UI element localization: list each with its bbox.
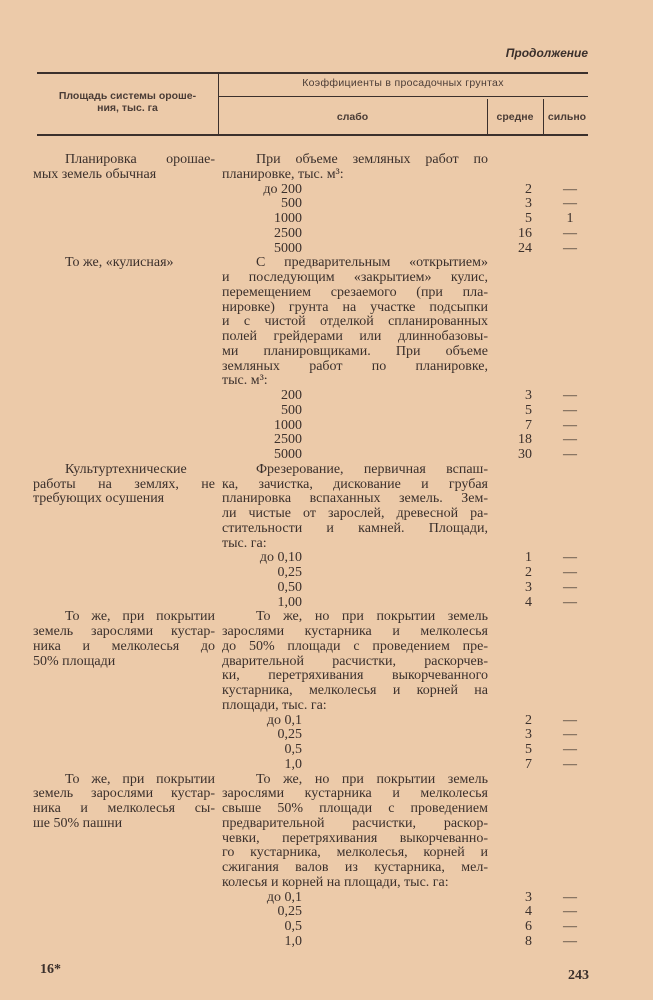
work-description: земляных работ по планировке, [222,358,488,374]
medium-coefficient: 2 [525,565,532,580]
volume-value: 0,5 [284,742,302,757]
table-row [0,183,653,198]
work-type-label: работы на землях, не [33,476,215,492]
volume-value: 1,0 [284,933,302,949]
medium-coefficient: 24 [518,240,532,256]
table-row [0,566,653,581]
work-description: ки, перетряхивания выкорчеванного [222,668,488,684]
strong-coefficient: — [563,919,577,934]
work-description: То же, но при покрытии земель [256,771,488,787]
volume-value: до 0,10 [259,550,302,566]
strong-coefficient: — [563,579,577,595]
work-description: колесья и корней на площади, тыс. га: [222,874,449,890]
table-body [0,153,653,950]
work-description: То же, но при покрытии земель [256,609,488,625]
medium-coefficient: 5 [525,402,532,418]
description-line-row [0,846,653,861]
volume-value: 5000 [274,240,302,256]
work-description: го кустарника, мелколесья, корней и [222,845,488,861]
volume-value: 1,0 [284,756,302,772]
description-line-row [0,153,653,168]
medium-coefficient: 3 [525,388,532,403]
strong-coefficient: — [563,889,577,905]
description-line-row [0,360,653,375]
strong-coefficient: — [563,402,577,418]
work-description: ли чистые от зарослей, древесной ра- [222,506,488,521]
volume-value: 1000 [274,211,302,226]
medium-coefficient: 6 [525,919,532,934]
strong-coefficient: — [563,742,577,757]
table-row [0,905,653,920]
strong-coefficient: — [563,756,577,772]
description-line-row [0,876,653,891]
strong-coefficient: — [563,432,577,448]
work-description: нировке) грунта на участке подсыпки [222,299,488,315]
table-row [0,743,653,758]
work-description: чевки, перетряхивания выкорчеванно- [222,830,488,846]
description-line-row [0,669,653,684]
volume-value: 1000 [274,417,302,433]
work-type-label: ника и мелколесья сы- [33,801,215,816]
medium-coefficient: 1 [525,550,532,566]
continuation-label: Продолжение [505,46,588,60]
work-type-label: ше 50% пашни [33,815,123,831]
strong-coefficient: — [563,181,577,197]
work-type-label: Культуртехнические [65,461,187,477]
description-line-row [0,330,653,345]
header-area-line: Площадь системы ороше- [58,90,197,102]
work-description: При объеме земляных работ по [256,152,488,167]
description-line-row [0,492,653,507]
header-strong: сильно [547,111,587,123]
work-description: ми планировщиками. При объеме [222,343,488,359]
medium-coefficient: 16 [518,225,532,241]
description-line-row [0,315,653,330]
description-line-row [0,640,653,655]
description-line-row [0,374,653,389]
description-line-row [0,256,653,271]
volume-value: 0,25 [277,565,302,580]
header-area-line: ния, тыс. га [97,102,158,114]
description-line-row [0,655,653,670]
medium-coefficient: 2 [525,181,532,197]
table-row [0,197,653,212]
strong-coefficient: — [563,240,577,256]
volume-value: 0,25 [277,727,302,743]
table-row [0,389,653,404]
description-line-row [0,625,653,640]
description-line-row [0,286,653,301]
description-line-row [0,610,653,625]
table-row [0,581,653,596]
work-description: и с чистой отделкой спланированных [222,314,488,330]
strong-coefficient: — [563,712,577,728]
strong-coefficient: — [563,225,577,241]
description-line-row [0,861,653,876]
signature-mark: 16* [40,962,61,977]
table-row [0,404,653,419]
table-row [0,758,653,773]
table-row [0,920,653,935]
volume-value: до 200 [263,181,302,197]
medium-coefficient: 5 [525,742,532,757]
volume-value: 2500 [274,432,302,448]
medium-coefficient: 3 [525,579,532,595]
header-medium: средне [496,111,534,123]
strong-coefficient: — [563,565,577,580]
description-line-row [0,301,653,316]
description-line-row [0,832,653,847]
medium-coefficient: 4 [525,904,532,920]
strong-coefficient: — [563,594,577,610]
work-description: зарослями кустарника и мелколесья [222,624,488,639]
description-line-row [0,817,653,832]
medium-coefficient: 7 [525,417,532,433]
medium-coefficient: 18 [518,432,532,448]
description-line-row [0,522,653,537]
strong-coefficient: — [563,196,577,212]
work-type-label: Планировка орошае- [65,152,215,167]
description-line-row [0,271,653,286]
strong-coefficient: — [563,727,577,743]
work-description: предварительной расчистки, раскор- [222,815,488,831]
work-type-label: земель зарослями кустар- [33,624,215,639]
description-line-row [0,168,653,183]
volume-value: 0,5 [284,919,302,934]
work-description: С предварительным «открытием» [256,255,488,271]
work-description: и последующим «закрытием» кулис, [222,270,488,285]
work-description: тыс. га: [222,535,267,551]
table-top-rule [37,72,588,74]
header-coefficients: Коэффициенты в просадочных грунтах [302,77,504,89]
medium-coefficient: 4 [525,594,532,610]
medium-coefficient: 30 [518,447,532,462]
description-line-row [0,507,653,522]
work-description: до 50% площади с проведением пре- [222,638,488,654]
table-row [0,242,653,257]
volume-value: 200 [281,388,302,403]
work-type-label: 50% площади [33,653,116,669]
volume-value: 0,50 [277,579,302,595]
description-line-row [0,802,653,817]
header-weak: слабо [336,111,369,123]
volume-value: 2500 [274,225,302,241]
table-row [0,935,653,950]
medium-coefficient: 8 [525,933,532,949]
table-header-bottom-rule [37,134,588,136]
description-line-row [0,478,653,493]
table-row [0,714,653,729]
strong-coefficient: 1 [566,211,574,226]
medium-coefficient: 7 [525,756,532,772]
work-description: стительности и камней. Площади, [222,520,488,536]
strong-coefficient: — [563,550,577,566]
volume-value: 1,00 [277,594,302,610]
medium-coefficient: 3 [525,196,532,212]
description-line-row [0,463,653,478]
work-description: кустарника, мелколесья и корней на [222,683,488,698]
description-line-row [0,345,653,360]
volume-value: 0,25 [277,904,302,920]
volume-value: до 0,1 [266,889,302,905]
table-row [0,596,653,611]
strong-coefficient: — [563,388,577,403]
volume-value: 500 [281,196,302,212]
page-number: 243 [568,968,589,983]
work-description: планировка вспаханных земель. Зем- [222,491,488,507]
volume-value: 500 [281,402,302,418]
work-description: полей грейдерами или длиннобазовы- [222,329,488,344]
table-row [0,433,653,448]
medium-coefficient: 5 [525,211,532,226]
work-description: перемещением срезаемого (при пла- [222,284,488,300]
work-description: сжигания валов из кустарника, мел- [222,860,488,875]
description-line-row [0,699,653,714]
work-description: дварительной расчистки, раскорчев- [222,653,488,669]
header-area-column [37,90,218,114]
description-line-row [0,537,653,552]
medium-coefficient: 3 [525,889,532,905]
volume-value: до 0,1 [266,712,302,728]
strong-coefficient: — [563,447,577,462]
table-row [0,891,653,906]
work-description: зарослями кустарника и мелколесья [222,786,488,802]
work-type-label: мых земель обычная [33,166,157,182]
header-inner-rule [218,96,588,97]
work-type-label: ника и мелколесья до [33,638,215,654]
volume-value: 5000 [274,447,302,462]
description-line-row [0,773,653,788]
description-line-row [0,787,653,802]
table-row [0,728,653,743]
table-row [0,551,653,566]
work-description: тыс. м³: [222,373,268,389]
work-type-label: То же, «кулисная» [65,255,174,271]
work-description: свыше 50% площади с проведением [222,801,488,816]
work-description: планировке, тыс. м³: [222,166,344,182]
medium-coefficient: 3 [525,727,532,743]
work-description: Фрезерование, первичная вспаш- [256,461,488,477]
table-row [0,227,653,242]
work-type-label: То же, при покрытии [65,609,215,625]
medium-coefficient: 2 [525,712,532,728]
table-row [0,448,653,463]
table-row [0,212,653,227]
description-line-row [0,684,653,699]
strong-coefficient: — [563,904,577,920]
work-type-label: То же, при покрытии [65,771,215,787]
work-type-label: земель зарослями кустар- [33,786,215,802]
work-description: ка, зачистка, дискование и грубая [222,476,488,492]
table-row [0,419,653,434]
strong-coefficient: — [563,417,577,433]
work-type-label: требующих осушения [33,491,165,507]
strong-coefficient: — [563,933,577,949]
work-description: площади, тыс. га: [222,697,327,713]
